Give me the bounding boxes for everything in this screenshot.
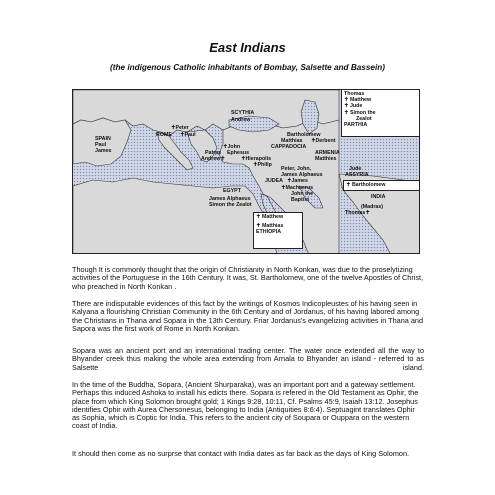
label-india: INDIA — [371, 194, 386, 200]
label-john: ✝John — [223, 144, 241, 150]
cross-icon: ✝ — [241, 156, 246, 162]
label-peter: ✝Peter — [171, 125, 189, 131]
label-judea: JUDEA — [265, 178, 283, 184]
cross-icon: ✝ — [256, 223, 261, 230]
paragraph-4: In the time of the Buddha, Sopara, (Ancient Shurparaka), was an important port and a gateway settlement. Perhaps this induced Ashoka to install his edicts there. Sopara is refered in the Old Testament as Ophir, the place from which King Solomon brought gold; 1 Kings 9:28, 10:11, Cf. Psalms 45:9, Isaiah 13:12. Josephus identifies Ophir with Aurea Chersonesus, belonging to India (Antiquities 8:6:4). Septuagint translates Ophir as Sophia, which is Coptic for India. This refers to the ancient city of Soupara or Ouppara on the western coast of India. — [72, 380, 419, 431]
label-baptist: Baptist — [291, 197, 309, 203]
cross-icon: ✝ — [311, 138, 316, 144]
label-paul-rome: ✝Paul — [180, 132, 196, 138]
label-james-alphaeus-judea: James Alphaeus — [281, 172, 323, 178]
label-philip: ✝Philip — [253, 162, 272, 168]
parthia-footer: PARTHIA — [344, 122, 368, 129]
label-james-spain: James — [95, 148, 112, 154]
ethiopia-box — [253, 212, 303, 249]
page-subtitle: (the indigenous Catholic inhabitants of Bombay, Salsette and Bassein) — [110, 63, 385, 72]
label-james-alphaeus-egypt: James Alphaeus — [209, 196, 251, 202]
label-simon-zealot-egypt: Simon the Zealot — [209, 202, 252, 208]
label-john-the: John the — [291, 191, 314, 197]
cross-icon: ✝ — [180, 132, 185, 138]
label-thomas-india: Thomas✝ — [345, 210, 370, 216]
ethiopia-footer: ETHIOPIA — [256, 229, 282, 236]
label-andrew-scythia: Andrew — [231, 117, 251, 123]
label-jude: Jude — [349, 166, 362, 172]
landmass-africa — [73, 178, 277, 254]
ethiopia-line-matthew: ✝ Matthew — [256, 214, 284, 220]
cross-icon: ✝ — [171, 125, 176, 131]
label-assyria: ASSYRIA — [345, 172, 369, 178]
cross-icon: ✝ — [256, 214, 261, 220]
paragraph-1: Though It is commonly thought that the origin of Christianity in North Konkan, was due to the proselytizing activities of the Portuguese in the 16th Century. It was, St. Bartholomew, one of the twelve Apostles of Christ, who preached in North Konkan . — [72, 265, 424, 291]
label-andrew-patras: Andrew✝ — [201, 156, 225, 162]
cross-icon: ✝ — [253, 162, 258, 168]
cross-icon: ✝ — [281, 185, 286, 191]
parthia-line-matthew: ✝ Matthew — [344, 97, 372, 104]
label-bartholomew-derbent: Bartholomew — [287, 132, 321, 138]
cross-icon: ✝ — [344, 97, 349, 104]
paragraph-2: There are indisputable evidences of this fact by the writings of Kosmos Indicopleustes of his having seen in Kalyana a flourishing Christian Community in the 6th Century and of Jordanus, of his having labored among the Christians in Thana and Sopara in the 13th Century. Friar Jordanus's evangelizing activities in Thana and Sapora was the first work of Rome in North Konkan. — [72, 299, 424, 333]
label-egypt: EGYPT — [223, 188, 241, 194]
label-scythia: SCYTHIA — [231, 110, 255, 116]
parthia-line-thomas: Thomas — [344, 91, 365, 97]
label-machaerus: ✝Machaerus — [281, 185, 314, 191]
label-james: ✝James — [287, 178, 308, 184]
label-cappadocia: CAPPADOCIA — [271, 144, 307, 150]
label-madras: (Madras) — [361, 204, 384, 210]
cross-icon: ✝ — [220, 156, 225, 162]
ethiopia-line-matthias: ✝ Matthias — [256, 223, 284, 230]
label-patras: Patras — [205, 150, 222, 156]
label-matthies: Matthies — [315, 156, 337, 162]
label-armenia: ARMENIA — [315, 150, 340, 156]
paragraph-3: Sopara was an ancient port and an international trading center. The water once extended all the way to Bhyander creek thus making the whole area extending from Arnala to Bhyander an island - referred to as Salsette island. — [72, 346, 424, 372]
label-matthias: Matthias — [281, 138, 303, 144]
bartholomew-box: ✝ Bartholomew — [343, 180, 420, 191]
apostles-map — [72, 89, 420, 254]
cross-icon: ✝ — [346, 182, 351, 188]
parthia-line-zealot: Zealot — [356, 115, 372, 122]
parthia-box — [341, 89, 420, 137]
label-paul-spain: Paul — [95, 142, 107, 148]
label-derbent: ✝Derbent — [311, 138, 336, 144]
cross-icon: ✝ — [365, 210, 370, 216]
label-hierapolis: ✝Hierapolis — [241, 156, 272, 162]
label-spain: SPAIN — [95, 136, 111, 142]
cross-icon: ✝ — [344, 103, 349, 110]
parthia-line-jude: ✝ Jude — [344, 103, 363, 110]
label-rome: ROME — [156, 132, 172, 138]
page-title: East Indians — [209, 40, 286, 55]
label-peter-john: Peter, John, — [281, 166, 312, 172]
parthia-line-simon: ✝ Simon the — [344, 109, 376, 116]
label-ephesus: Ephesus — [227, 150, 250, 156]
cross-icon: ✝ — [344, 109, 349, 116]
cross-icon: ✝ — [223, 144, 228, 150]
cross-icon: ✝ — [287, 178, 292, 184]
paragraph-5: It should then come as no surprse that contact with India dates as far back as the days of King Solomon. — [72, 449, 410, 458]
